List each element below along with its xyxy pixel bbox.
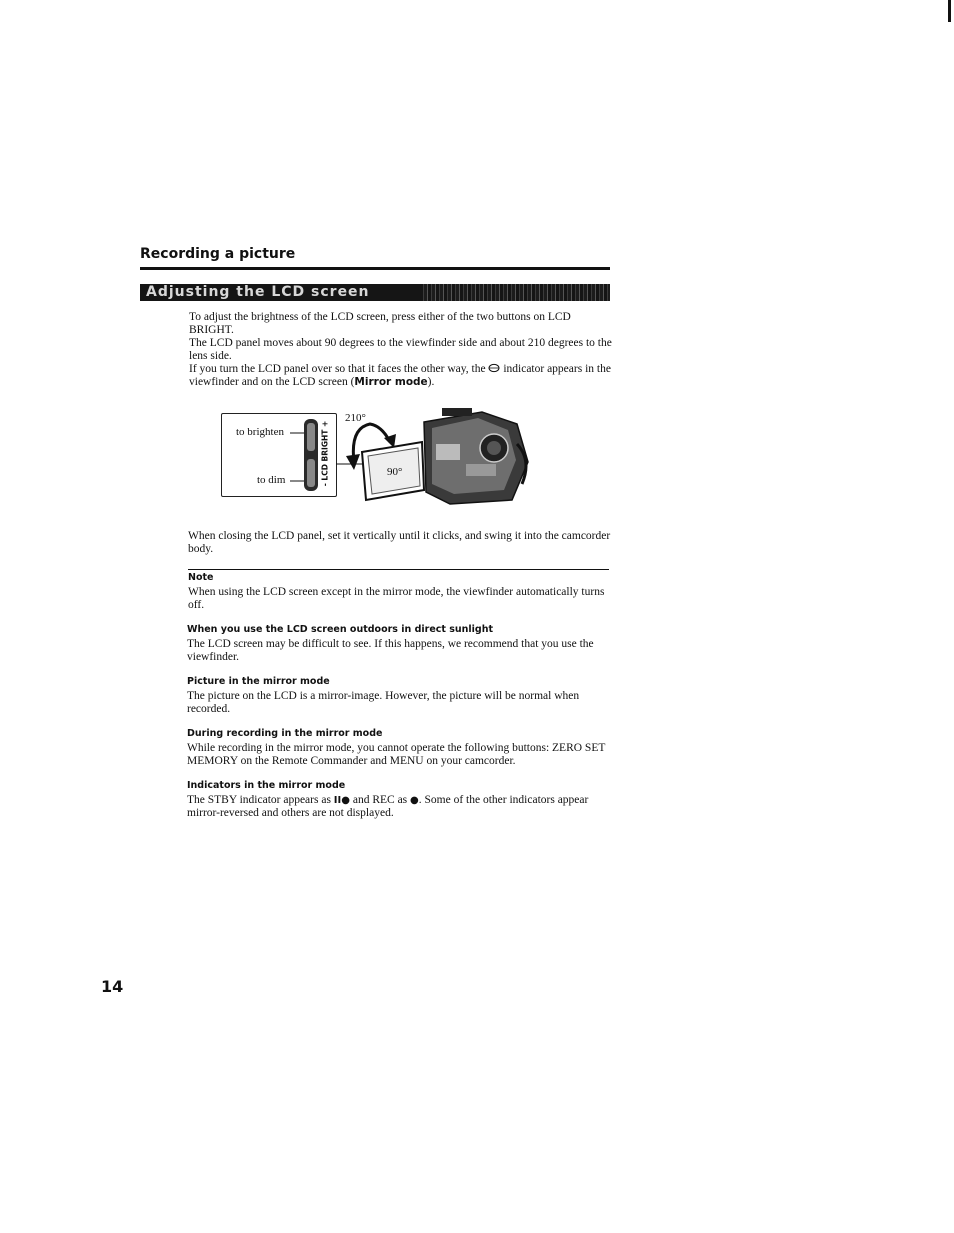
camcorder-illustration (332, 404, 532, 508)
indicators-heading: Indicators in the mirror mode (187, 780, 346, 791)
indicators-text-c: . Some of the other indicators appear mirror-reversed and others are not displayed. (187, 794, 589, 819)
mirror-recording-text: While recording in the mirror mode, you cannot operate the following buttons: ZERO SET MEMORY on the Remote Commander and MENU on your camcorder. (187, 742, 606, 767)
paragraph-mirror-mode (189, 363, 614, 389)
paragraph-lcd-movement: The LCD panel moves about 90 degrees to the viewfinder side and about 210 degrees to the lens side. (189, 337, 612, 362)
indicators-text (187, 794, 611, 820)
rec-symbol: ● (410, 795, 419, 806)
margin-mark (948, 0, 951, 22)
mirror-recording-heading: During recording in the mirror mode (187, 728, 383, 739)
title-bar (140, 284, 610, 301)
to-brighten-label: to brighten (236, 426, 284, 438)
lcd-bright-text: - LCD BRIGHT + (320, 420, 330, 487)
page-number: 14 (101, 977, 124, 996)
sunlight-heading: When you use the LCD screen outdoors in direct sunlight (187, 624, 494, 635)
angle-210-label: 210° (345, 412, 366, 424)
note-text: When using the LCD screen except in the mirror mode, the viewfinder automatically turns off. (188, 586, 605, 611)
paragraph-brightness: To adjust the brightness of the LCD screen, press either of the two buttons on LCD BRIGHT. (189, 311, 571, 336)
stby-symbol: II● (333, 795, 350, 806)
section-title: Recording a picture (140, 246, 296, 262)
notes-divider (188, 569, 609, 570)
indicators-text-a: The STBY indicator appears as (187, 794, 334, 806)
title-bar-text: Adjusting the LCD screen (146, 284, 370, 300)
lcd-bright-label (318, 419, 332, 491)
mirror-indicator-icon (488, 363, 500, 375)
p3-before: If you turn the LCD panel over so that it faces the other way, the (189, 363, 489, 375)
to-dim-label: to dim (257, 474, 286, 486)
note-heading: Note (188, 572, 214, 583)
mirror-picture-heading: Picture in the mirror mode (187, 676, 330, 687)
header-rule (140, 267, 610, 270)
paragraph-closing-lcd: When closing the LCD panel, set it vertically until it clicks, and swing it into the camcorder body. (188, 530, 611, 555)
indicators-text-b: and REC as (349, 794, 411, 806)
angle-90-label: 90° (387, 466, 403, 478)
sunlight-text: The LCD screen may be difficult to see. If this happens, we recommend that you use the viewfinder. (187, 638, 594, 663)
mirror-mode-label: Mirror mode (354, 376, 428, 388)
p3-after: indicator appears in the viewfinder and on the LCD screen ( (189, 363, 611, 388)
title-bar-texture (420, 284, 610, 301)
p3-end: ). (427, 376, 435, 388)
mirror-picture-text: The picture on the LCD is a mirror-image. However, the picture will be normal when recorded. (187, 690, 580, 715)
